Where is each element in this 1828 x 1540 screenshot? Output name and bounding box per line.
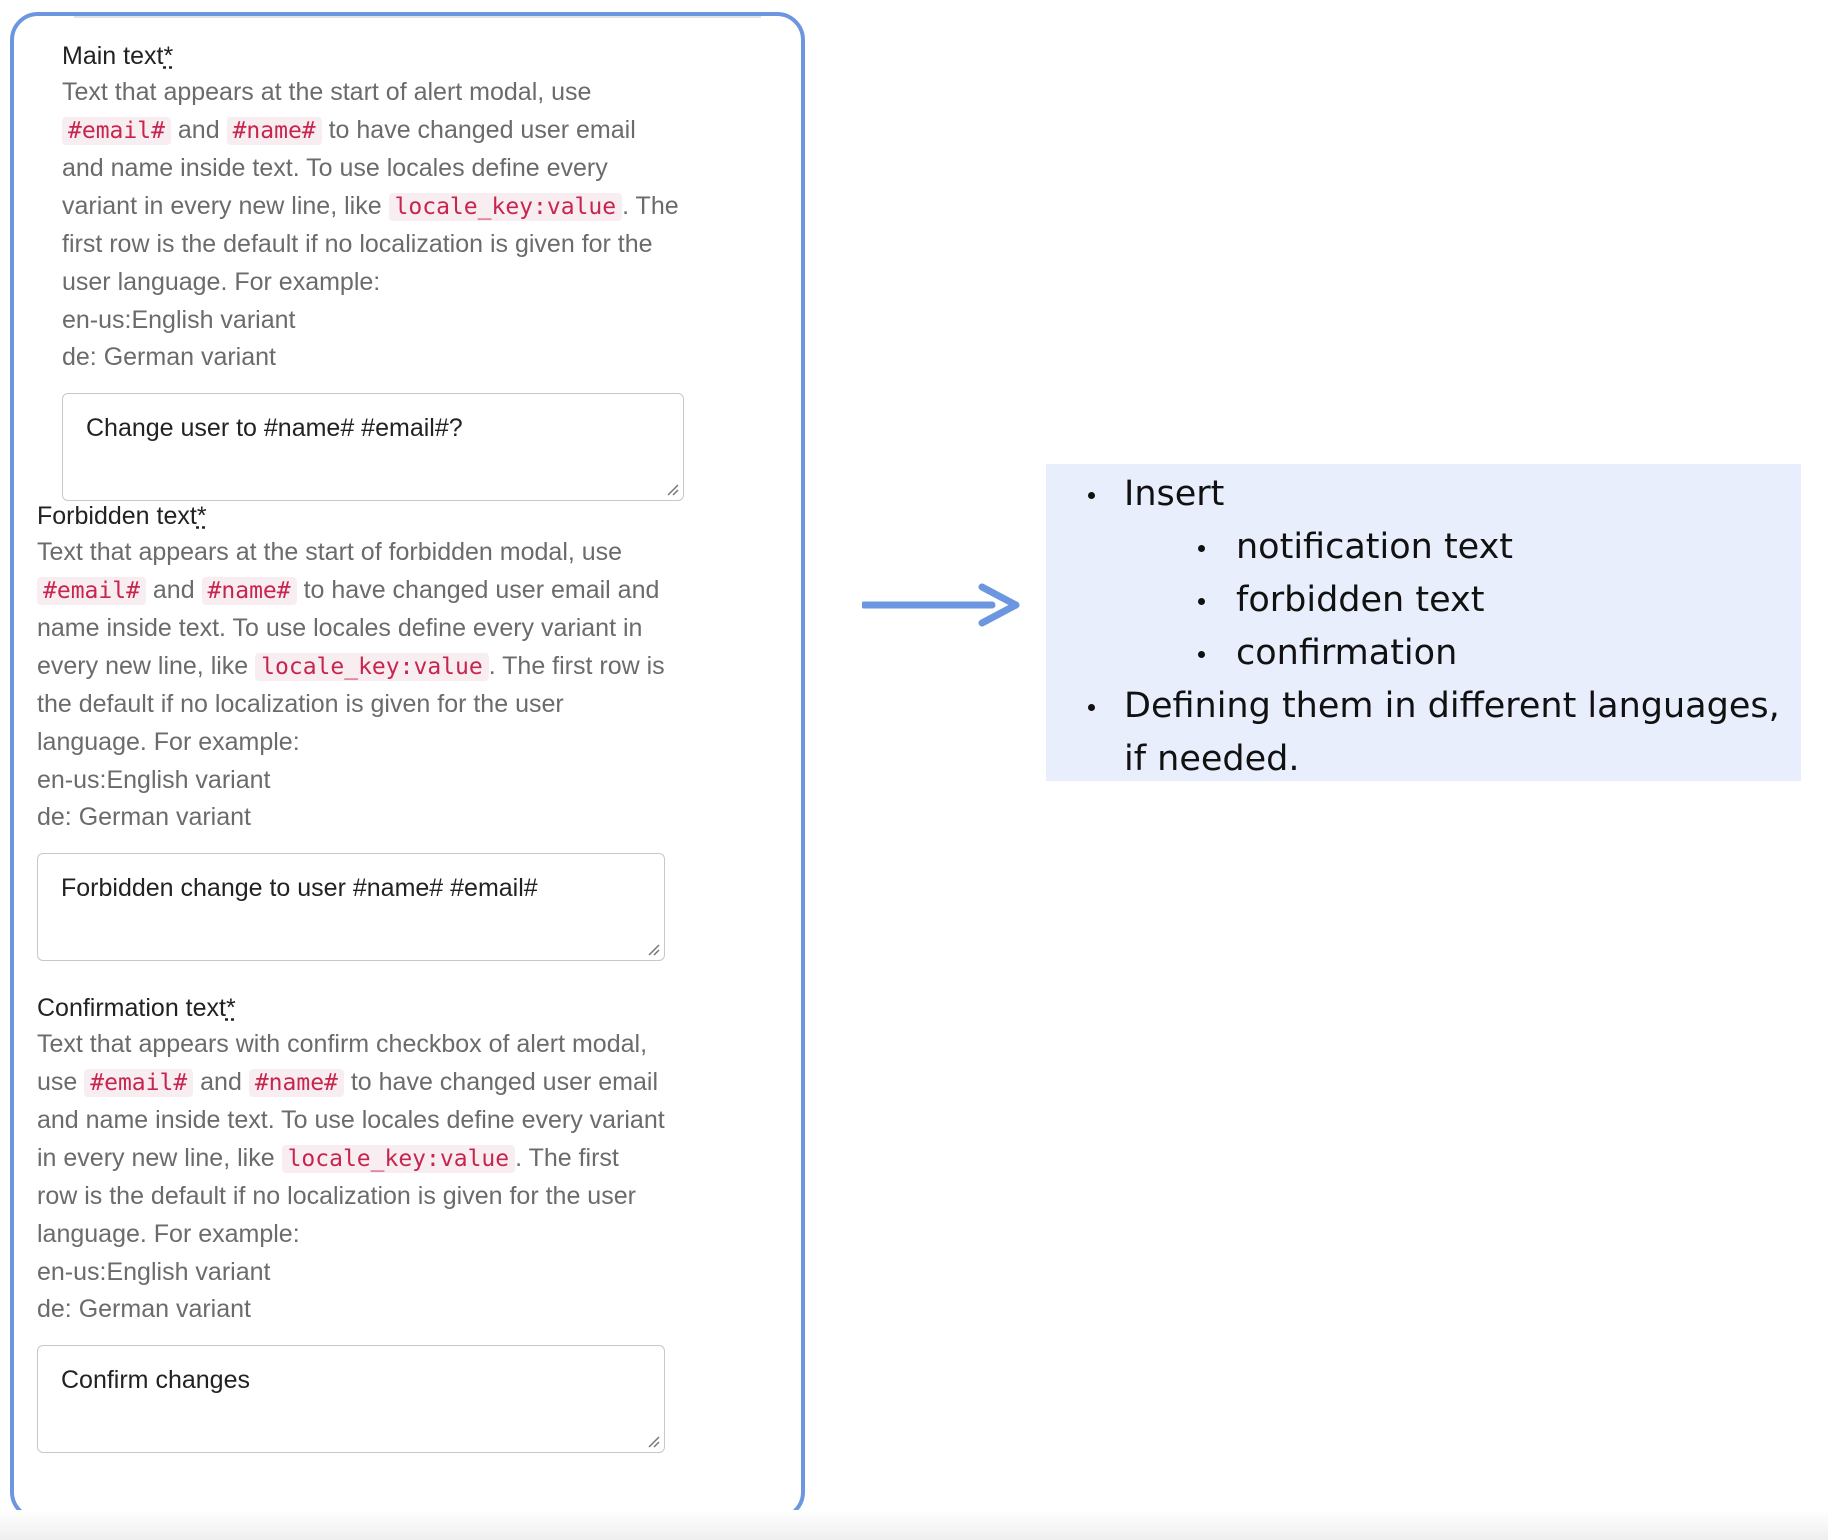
email-placeholder-code: #email# <box>37 577 146 605</box>
locale-key-code: locale_key:value <box>255 653 489 681</box>
summary-notes <box>1046 464 1801 781</box>
right-arrow-icon <box>862 580 1022 630</box>
list-item: notification text <box>1046 521 1801 574</box>
form-panel <box>10 12 805 1520</box>
email-placeholder-code: #email# <box>84 1069 193 1097</box>
email-placeholder-code: #email# <box>62 117 171 145</box>
confirmation-text-label: Confirmation text* <box>37 994 236 1022</box>
confirmation-text-help: Text that appears with confirm checkbox of alert modal, use #email# and #name# to have changed user email and name inside text. To use locales define every variant in every new line, like locale_key:value . The first row is the default if no localization is given for the user language. For example: en-us:English variant de: German variant <box>37 1030 665 1324</box>
confirmation-text-input[interactable]: Confirm changes <box>37 1345 665 1453</box>
list-item: Defining them in different languages, <box>1046 680 1801 733</box>
list-item-continuation: if needed. <box>1124 739 1300 779</box>
list-item: Insert <box>1046 468 1801 521</box>
main-text-label: Main text* <box>62 42 174 70</box>
forbidden-text-label: Forbidden text* <box>37 502 207 530</box>
divider <box>74 14 761 18</box>
resize-grip-icon[interactable] <box>663 480 679 496</box>
forbidden-text-input[interactable]: Forbidden change to user #name# #email# <box>37 853 665 961</box>
name-placeholder-code: #name# <box>202 577 297 605</box>
main-text-input[interactable]: Change user to #name# #email#? <box>62 393 684 501</box>
name-placeholder-code: #name# <box>227 117 322 145</box>
forbidden-text-field <box>37 498 665 961</box>
locale-key-code: locale_key:value <box>282 1145 516 1173</box>
name-placeholder-code: #name# <box>249 1069 344 1097</box>
forbidden-text-help: Text that appears at the start of forbidden modal, use #email# and #name# to have changed user email and name inside text. To use locales define every variant in every new line, like locale_key:value . The first row is the default if no localization is given for the user language. For example: en-us:English variant de: German variant <box>37 538 665 832</box>
resize-grip-icon[interactable] <box>644 1432 660 1448</box>
confirmation-text-field <box>37 990 665 1453</box>
resize-grip-icon[interactable] <box>644 940 660 956</box>
main-text-field <box>62 38 684 501</box>
list-item: forbidden text <box>1046 574 1801 627</box>
list-item: confirmation <box>1046 627 1801 680</box>
bottom-edge <box>0 1510 1828 1540</box>
locale-key-code: locale_key:value <box>389 193 623 221</box>
main-text-help: Text that appears at the start of alert modal, use #email# and #name# to have changed user email and name inside text. To use locales define every variant in every new line, like locale_key:value . The first row is the default if no localization is given for the user language. For example: en-us:English variant de: German variant <box>62 78 679 372</box>
